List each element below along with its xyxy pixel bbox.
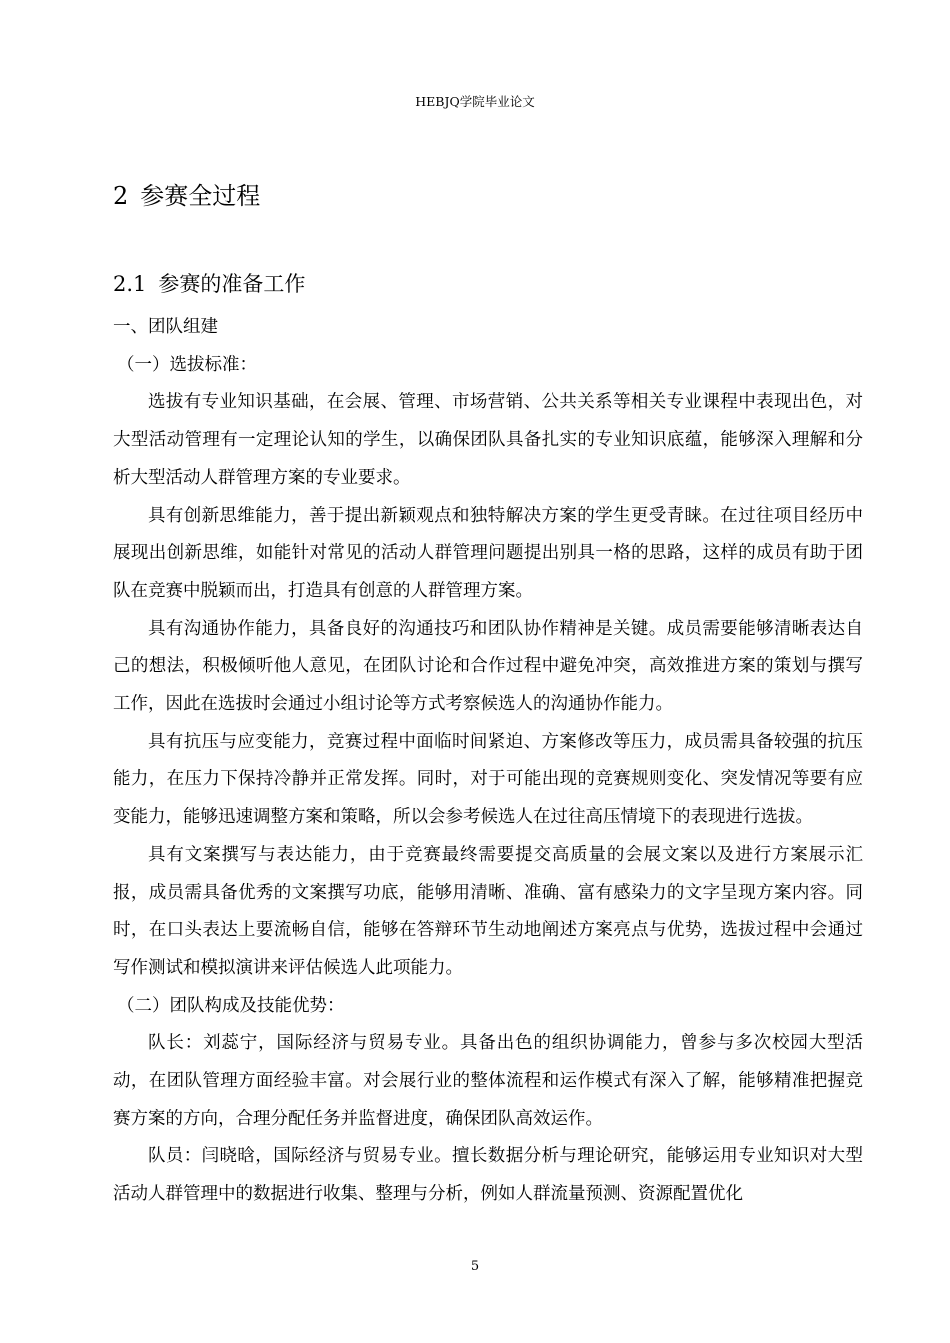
chapter-number: 2 (113, 182, 129, 210)
paragraph: 具有抗压与应变能力，竞赛过程中面临时间紧迫、方案修改等压力，成员需具备较强的抗压能力，在压力下保持冷静并正常发挥。同时，对于可能出现的竞赛规则变化、突发情况等要有应变能力，能够迅速调整方案和策略，所以会参考候选人在过往高压情境下的表现进行选拔。 (113, 731, 863, 828)
subheading-selection-criteria: （一）选拔标准： (117, 354, 257, 375)
section-number: 2.1 (113, 272, 147, 296)
paragraph: 具有沟通协作能力，具备良好的沟通技巧和团队协作精神是关键。成员需要能够清晰表达自己的想法，积极倾听他人意见，在团队讨论和合作过程中避免冲突，高效推进方案的策划与撰写工作，因此在选拔时会通过小组讨论等方式考察候选人的沟通协作能力。 (113, 618, 863, 715)
chapter-title: 参赛全过程 (140, 182, 261, 210)
paragraph: 具有文案撰写与表达能力，由于竞赛最终需要提交高质量的会展文案以及进行方案展示汇报，成员需具备优秀的文案撰写功底，能够用清晰、准确、富有感染力的文字呈现方案内容。同时，在口头表达上要流畅自信，能够在答辩环节生动地阐述方案亮点与优势，选拔过程中会通过写作测试和模拟演讲来评估候选人此项能力。 (113, 844, 863, 978)
body-text (113, 309, 863, 1214)
paragraph: 队长：刘蕊宁，国际经济与贸易专业。具备出色的组织协调能力，曾参与多次校园大型活动，在团队管理方面经验丰富。对会展行业的整体流程和运作模式有深入了解，能够精准把握竞赛方案的方向，合理分配任务并监督进度，确保团队高效运作。 (113, 1033, 863, 1129)
page-number: 5 (470, 1259, 480, 1274)
page-header: HEBJQ学院毕业论文 (415, 94, 535, 109)
section-title: 参赛的准备工作 (158, 272, 306, 296)
section-heading (113, 268, 305, 300)
subheading-team-composition: （二）团队构成及技能优势： (117, 995, 345, 1016)
paragraph: 具有创新思维能力，善于提出新颖观点和独特解决方案的学生更受青睐。在过往项目经历中展现出创新思维，如能针对常见的活动人群管理问题提出别具一格的思路，这样的成员有助于团队在竞赛中脱颖而出，打造具有创意的人群管理方案。 (113, 505, 863, 601)
chapter-heading (113, 178, 260, 214)
paragraph: 选拔有专业知识基础，在会展、管理、市场营销、公共关系等相关专业课程中表现出色，对大型活动管理有一定理论认知的学生，以确保团队具备扎实的专业知识底蕴，能够深入理解和分析大型活动人群管理方案的专业要求。 (113, 392, 863, 488)
paragraph: 队员：闫晓晗，国际经济与贸易专业。擅长数据分析与理论研究，能够运用专业知识对大型活动人群管理中的数据进行收集、整理与分析，例如人群流量预测、资源配置优化 (113, 1146, 863, 1205)
heading-team-building: 一、团队组建 (113, 317, 218, 337)
